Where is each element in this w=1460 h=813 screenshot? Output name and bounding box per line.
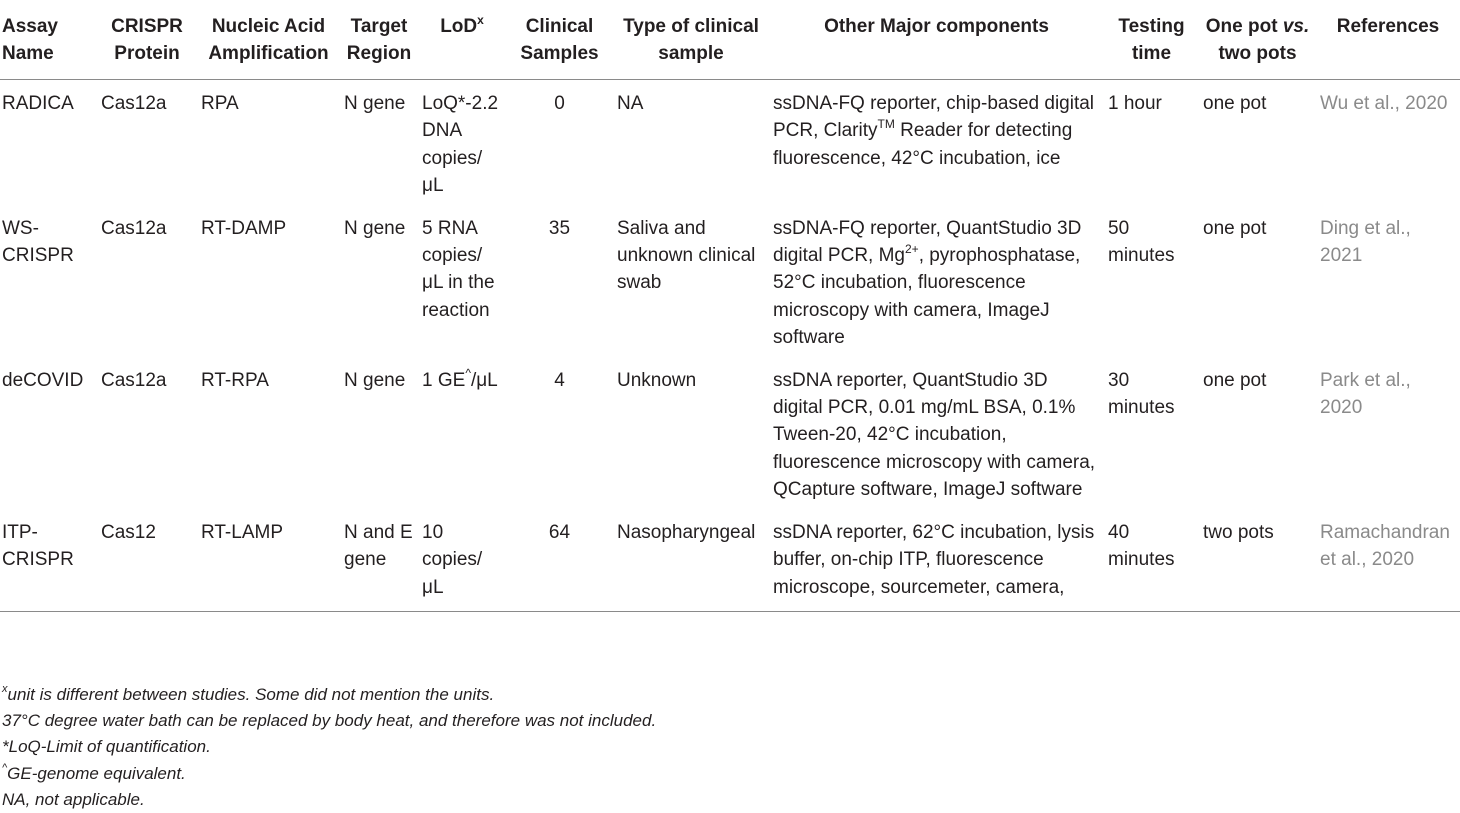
header-testing-time: Testing time bbox=[1104, 0, 1199, 80]
cell-protein: Cas12a bbox=[101, 93, 167, 114]
components-text: ssDNA-FQ reporter, chip-based digital PCR, Clarity bbox=[773, 93, 1095, 142]
components-text: Reader for detecting fluorescence, 42°C incubation, ice bbox=[773, 120, 1073, 169]
cell-assay: RADICA bbox=[2, 93, 74, 114]
cell-time: 1 hour bbox=[1108, 93, 1162, 114]
header-references: References bbox=[1316, 0, 1460, 80]
footnote-units-sup: x bbox=[2, 683, 8, 696]
reference-link[interactable]: Ding et al., 2021 bbox=[1320, 217, 1411, 267]
components-text: ssDNA-FQ reporter, QuantStudio 3D digital PCR, Mg bbox=[773, 217, 1082, 267]
lod-text: /μL bbox=[470, 369, 498, 391]
header-clinical-samples: Clinical Samples bbox=[506, 0, 613, 80]
footnote-loq: *LoQ-Limit of quantification. bbox=[2, 737, 211, 757]
cell-pots: one pot bbox=[1203, 369, 1267, 391]
header-lod bbox=[418, 0, 506, 80]
cell-amplification: RT-LAMP bbox=[197, 509, 340, 612]
header-pots bbox=[1199, 0, 1316, 80]
cell-protein: Cas12a bbox=[101, 217, 167, 239]
header-other-components: Other Major components bbox=[769, 0, 1104, 80]
cell-amplification: RT-RPA bbox=[201, 369, 269, 391]
cell-assay: deCOVID bbox=[2, 369, 84, 391]
cell-pots: two pots bbox=[1199, 509, 1316, 612]
reference-link[interactable]: Park et al., 2020 bbox=[1320, 369, 1411, 419]
footnote-na: NA, not applicable. bbox=[2, 789, 145, 809]
footnote-ge-sup: ^ bbox=[2, 761, 8, 774]
cell-protein: Cas12a bbox=[101, 369, 167, 391]
cell-target: N gene bbox=[344, 369, 406, 391]
reference-link[interactable]: Ramachandran et al., 2020 bbox=[1316, 509, 1460, 612]
footnote-ge-text: GE-genome equivalent. bbox=[7, 763, 186, 783]
cell-assay: WS-CRISPR bbox=[2, 217, 74, 267]
table-footnotes bbox=[2, 682, 656, 813]
header-lod-sup: x bbox=[477, 12, 484, 27]
header-lod-text: LoD bbox=[440, 16, 478, 37]
cell-sample-type: Saliva and unknown clinical swab bbox=[617, 217, 756, 294]
table-row bbox=[0, 509, 1460, 612]
cell-lod: 5 RNA copies/μL in the reaction bbox=[422, 217, 495, 321]
cell-target: N and E gene bbox=[340, 509, 418, 612]
cell-pots: one pot bbox=[1203, 93, 1267, 114]
table-row bbox=[0, 80, 1460, 205]
header-pots-before: One pot bbox=[1205, 16, 1278, 37]
cell-components: ssDNA reporter, 62°C incubation, lysis buffer, on-chip ITP, fluorescence microscope, sourcemeter, camera, bbox=[769, 509, 1104, 612]
header-amplification: Nucleic Acid Amplification bbox=[197, 0, 340, 80]
lod-caret-sup: ^ bbox=[465, 366, 471, 381]
table-row bbox=[0, 357, 1460, 509]
header-assay-name: Assay Name bbox=[0, 0, 97, 80]
cell-amplification: RT-DAMP bbox=[201, 217, 287, 239]
cell-sample-type: Nasopharyngeal bbox=[613, 509, 769, 612]
header-sample-type: Type of clinical sample bbox=[613, 0, 769, 80]
cell-lod: LoQ*-2.2 DNA copies/μL bbox=[422, 93, 499, 197]
cell-components bbox=[769, 80, 1104, 205]
cell-assay: ITP-CRISPR bbox=[0, 509, 97, 612]
magnesium-charge-sup: 2+ bbox=[905, 241, 919, 256]
cell-target: N gene bbox=[344, 217, 406, 239]
footnote-water-bath: 37°C degree water bath can be replaced by body heat, and therefore was not included. bbox=[2, 711, 657, 731]
footnote-ge bbox=[2, 761, 656, 787]
cell-time: 30 minutes bbox=[1108, 369, 1175, 419]
cell-samples: 0 bbox=[554, 93, 565, 114]
cell-target: N gene bbox=[344, 93, 406, 114]
lod-text: 1 GE bbox=[422, 369, 466, 391]
header-crispr-protein: CRISPR Protein bbox=[97, 0, 197, 80]
trademark-sup: TM bbox=[877, 117, 895, 132]
footnote-units-text: unit is different between studies. Some did not mention the units. bbox=[7, 685, 495, 704]
cell-components bbox=[769, 205, 1104, 357]
cell-protein: Cas12 bbox=[97, 509, 197, 612]
cell-lod: 10 copies/μL bbox=[418, 509, 506, 612]
cell-samples: 64 bbox=[506, 509, 613, 612]
cell-time: 40 minutes bbox=[1104, 509, 1199, 612]
table-row bbox=[0, 205, 1460, 357]
cell-amplification: RPA bbox=[201, 93, 239, 114]
reference-link[interactable]: Wu et al., 2020 bbox=[1320, 93, 1448, 114]
header-pots-after: two pots bbox=[1218, 43, 1297, 64]
cell-lod bbox=[418, 357, 506, 509]
header-pots-italic: vs. bbox=[1282, 16, 1310, 37]
components-text: , pyrophosphatase, 52°C incubation, fluorescence microscopy with camera, ImageJ software bbox=[773, 245, 1081, 349]
cell-samples: 35 bbox=[548, 217, 571, 239]
cell-components: ssDNA reporter, QuantStudio 3D digital PCR, 0.01 mg/mL BSA, 0.1% Tween-20, 42°C incubation, fluorescence microscopy with camera, QCapture software, ImageJ software bbox=[773, 369, 1096, 501]
footnote-units bbox=[2, 682, 656, 708]
cell-sample-type: NA bbox=[617, 93, 644, 114]
header-row bbox=[0, 0, 1460, 80]
header-target-region: Target Region bbox=[340, 0, 418, 80]
cell-sample-type: Unknown bbox=[617, 369, 697, 391]
cell-pots: one pot bbox=[1203, 217, 1267, 239]
cell-samples: 4 bbox=[554, 369, 565, 391]
cell-time: 50 minutes bbox=[1108, 217, 1175, 267]
